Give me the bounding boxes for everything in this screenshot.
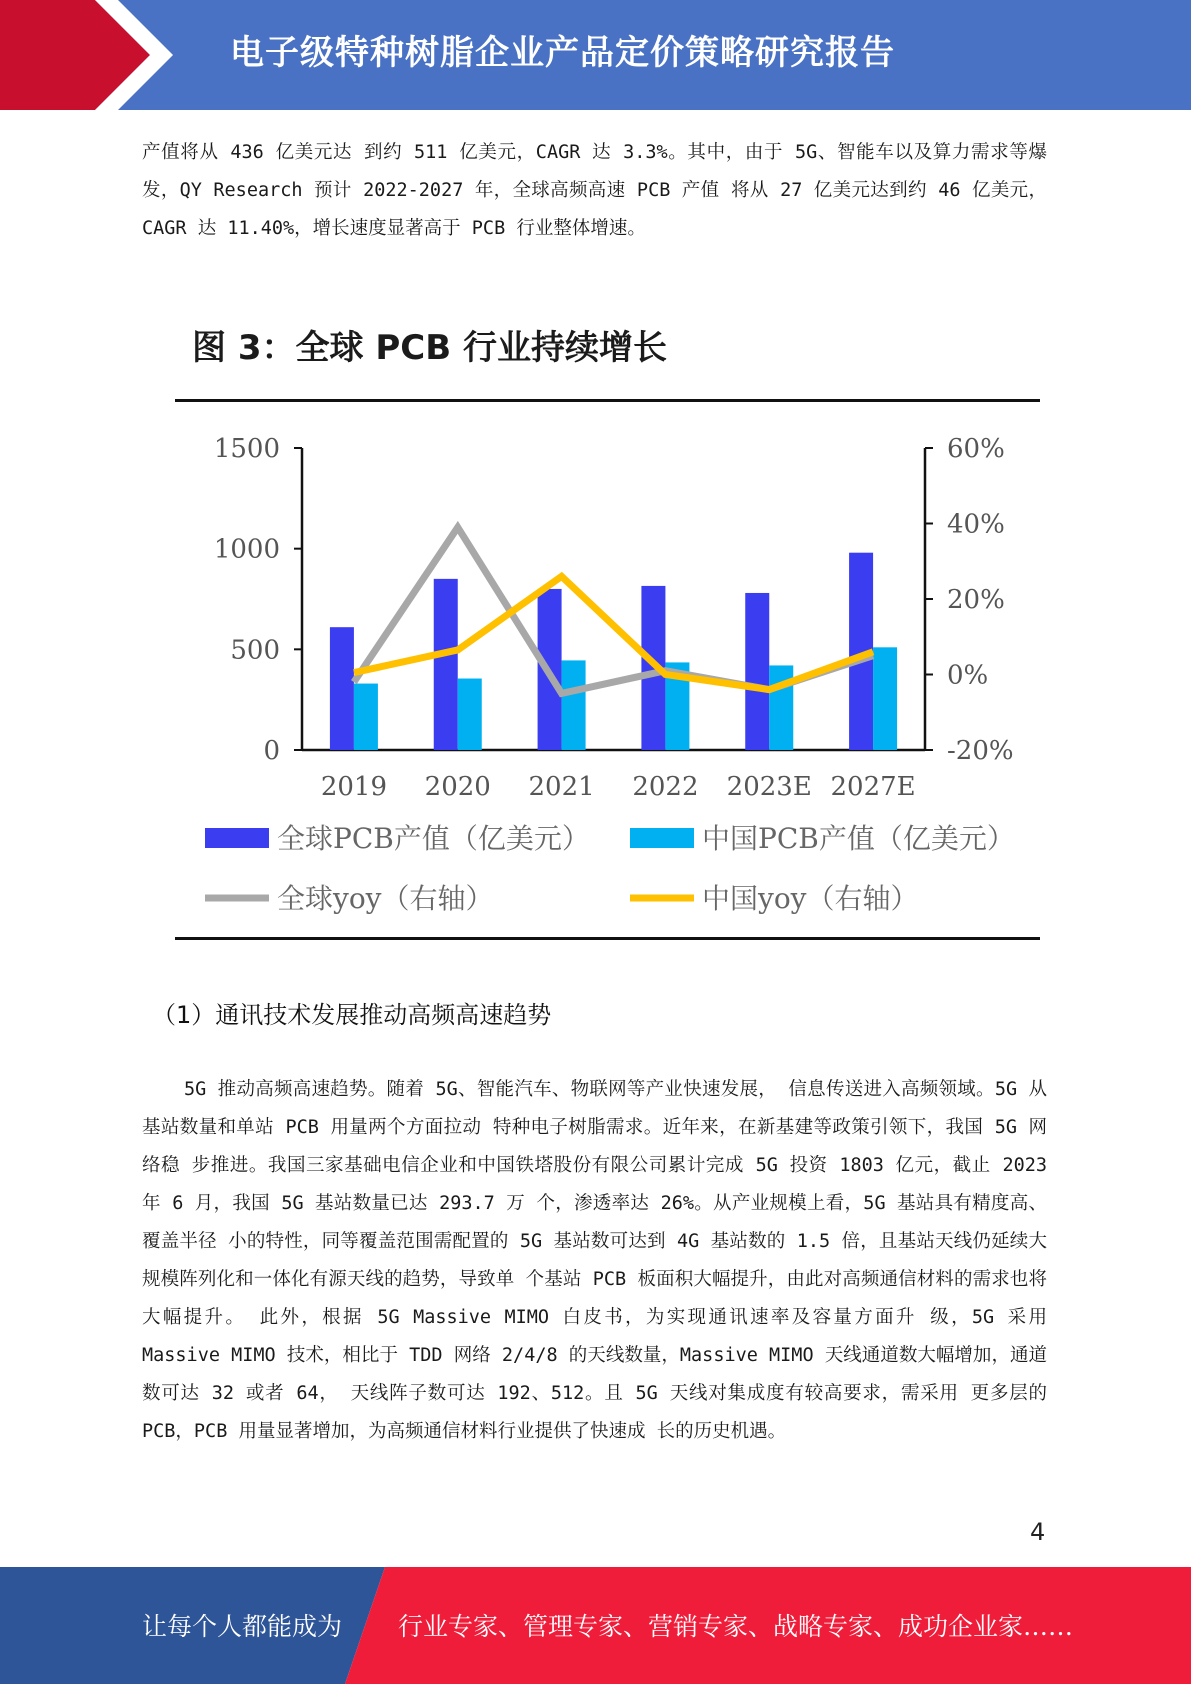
chart-title: 图 3：全球 PCB 行业持续增长 xyxy=(192,328,667,368)
bar-china xyxy=(873,647,897,750)
bar-china xyxy=(354,684,378,750)
left-tick-label: 500 xyxy=(230,635,280,666)
right-tick-label: 20% xyxy=(947,585,1005,615)
x-tick-label: 2027E xyxy=(830,772,916,802)
legend-label: 中国yoy（右轴） xyxy=(702,882,919,915)
footer-slogan-left: 让每个人都能成为 xyxy=(142,1612,343,1641)
right-tick-label: 0% xyxy=(947,660,989,691)
chart-top-rule xyxy=(175,399,1040,402)
section-heading: （1）通讯技术发展推动高频高速趋势 xyxy=(152,1001,552,1029)
page-header xyxy=(0,0,1191,110)
legend-label: 全球PCB产值（亿美元） xyxy=(277,822,590,855)
left-tick-label: 1000 xyxy=(213,534,280,565)
right-tick-label: -20% xyxy=(947,736,1014,766)
header-title: 电子级特种树脂企业产品定价策略研究报告 xyxy=(230,33,895,73)
legend-label: 全球yoy（右轴） xyxy=(277,882,494,915)
legend-label: 中国PCB产值（亿美元） xyxy=(702,822,1015,855)
x-tick-label: 2022 xyxy=(632,772,699,802)
x-tick-label: 2020 xyxy=(424,772,491,802)
page-footer xyxy=(0,1567,1191,1684)
line-global-yoy xyxy=(354,527,873,693)
bar-china xyxy=(562,660,586,750)
x-tick-label: 2019 xyxy=(320,772,388,802)
right-tick-label: 60% xyxy=(947,434,1005,464)
left-tick-label: 0 xyxy=(263,736,280,766)
bar-china xyxy=(769,665,793,750)
bar-global xyxy=(745,593,769,750)
intro-paragraph: 产值将从 436 亿美元达 到约 511 亿美元，CAGR 达 3.3%。其中，由于 5G、智能车以及算力需求等爆发，QY Research 预计 2022-2027 年，全球高频高速 PCB 产值 将从 27 亿美元达到约 46 亿美元，CAGR 达 11.40%，增长速度显著高于 PCB 行业整体增速。 xyxy=(142,142,1047,239)
right-tick-label: 40% xyxy=(947,509,1005,540)
section-paragraph: 5G 推动高频高速趋势。随着 5G、智能汽车、物联网等产业快速发展， 信息传送进入高频领域。5G 从基站数量和单站 PCB 用量两个方面拉动 特种电子树脂需求。近年来，在新基建等政策引领下，我国 5G 网络稳 步推进。我国三家基础电信企业和中国铁塔股份有限公司累计完成 5G 投资 1803 亿元，截止 2023 年 6 月，我国 5G 基站数量已达 293.7 万 个，渗透率达 26%。从产业规模上看，5G 基站具有精度高、覆盖半径 小的特性，同等覆盖范围需配置的 5G 基站数可达到 4G 基站数的 1.5 倍，且基站天线仍延续大规模阵列化和一体化有源天线的趋势，导致单 个基站 PCB 板面积大幅提升，由此对高频通信材料的需求也将大幅提升。 此外，根据 5G Massive MIMO 白皮书，为实现通讯速率及容量方面升 级，5G 采用 Massive MIMO 技术，相比于 TDD 网络 2/4/8 的天线数量，Massive MIMO 天线通道数大幅增加，通道数可达 32 或者 64， 天线阵子数可达 192、512。且 5G 天线对集成度有较高要求，需采用 更多层的 PCB，PCB 用量显著增加，为高频通信材料行业提供了快速成 长的历史机遇。 xyxy=(142,1079,1047,1442)
page-number: 4 xyxy=(1030,1518,1046,1546)
x-tick-label: 2023E xyxy=(726,772,812,802)
chart-bottom-rule xyxy=(175,937,1040,940)
bar-global xyxy=(330,627,354,750)
pcb-growth-chart xyxy=(175,420,1040,930)
bar-china xyxy=(458,679,482,750)
x-tick-label: 2021 xyxy=(528,772,595,802)
footer-slogan-right: 行业专家、管理专家、营销专家、战略专家、成功企业家…… xyxy=(398,1612,1074,1641)
bar-global xyxy=(434,579,458,750)
line-china-yoy xyxy=(354,576,873,689)
left-tick-label: 1500 xyxy=(213,434,280,464)
legend-swatch xyxy=(630,828,694,848)
legend-swatch xyxy=(205,828,269,848)
